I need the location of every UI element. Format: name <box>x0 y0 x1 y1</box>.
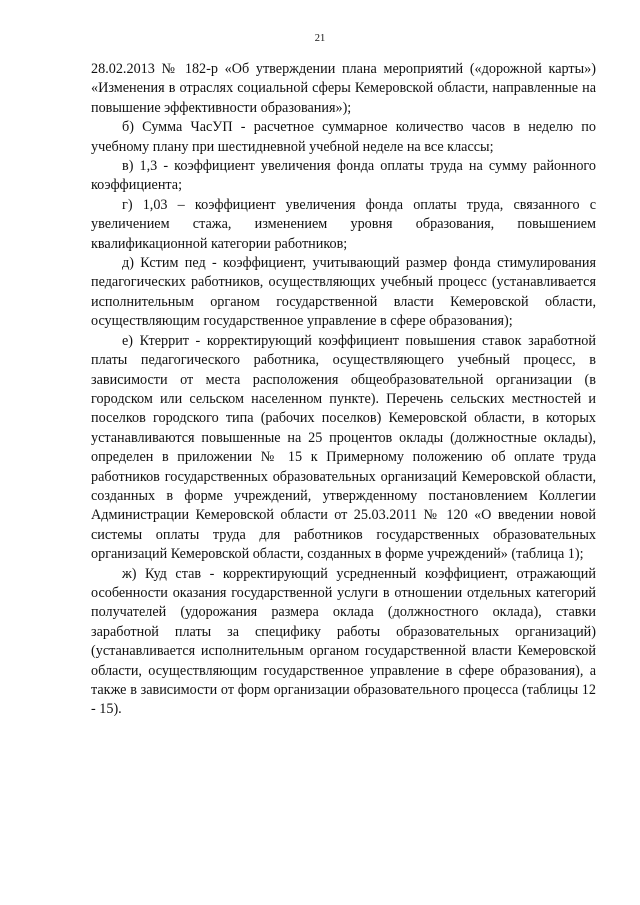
page-number: 21 <box>314 33 326 44</box>
paragraph-item-e: е) Ктеррит - корректирующий коэффициент повышения ставок заработной платы педагогического работника, осуществляющего учебный процесс, в зависимости от места расположения общеобразовательной организации (в городском или сельском населенном пункте). Перечень сельских местностей и поселков городского типа (рабочих поселков) Кемеровской области, в которых устанавливаются повышенные на 25 процентов оклады (должностные оклады), определен в приложении № 15 к Примерному положению об оплате труда работников государственных образовательных организаций Кемеровской области, созданных в форме учреждений, утвержденному постановлением Коллегии Администрации Кемеровской области от 25.03.2011 № 120 «О введении новой системы оплаты труда для работников государственных образовательных организаций Кемеровской области, созданных в форме учреждений» (таблица 1); <box>91 332 596 563</box>
paragraph-item-zh: ж) Куд став - корректирующий усредненный коэффициент, отражающий особенности оказания государственной услуги в отношении отдельных категорий получателей (удорожания размера оклада (должностного оклада), ставки заработной платы за специфику работы образовательных организаций) (устанавливается исполнительным органом государственной власти Кемеровской области, осуществляющим государственное управление в сфере образования), а также в зависимости от форм организации образовательного процесса (таблицы 12 - 15). <box>91 565 596 718</box>
paragraph-item-b: б) Сумма ЧасУП - расчетное суммарное количество часов в неделю по учебному плану при шестидневной учебной неделе на все классы; <box>91 119 596 155</box>
paragraph-item-g: г) 1,03 – коэффициент увеличения фонда оплаты труда, связанного с увеличением стажа, изменением уровня образования, повышением квалификационной категории работников; <box>91 196 596 252</box>
document-body <box>91 60 596 720</box>
paragraph-item-d: д) Кстим пед - коэффициент, учитывающий размер фонда стимулирования педагогических работников, осуществляющих учебный процесс (устанавливается исполнительным органом государственной власти Кемеровской области, осуществляющим государственное управление в сфере образования); <box>91 255 596 330</box>
paragraph-item-v: в) 1,3 - коэффициент увеличения фонда оплаты труда на сумму районного коэффициента; <box>91 158 596 194</box>
paragraph-continuation: 28.02.2013 № 182-р «Об утверждении плана мероприятий («дорожной карты») «Изменения в отраслях социальной сферы Кемеровской области, направленные на повышение эффективности образования»); <box>91 61 596 116</box>
